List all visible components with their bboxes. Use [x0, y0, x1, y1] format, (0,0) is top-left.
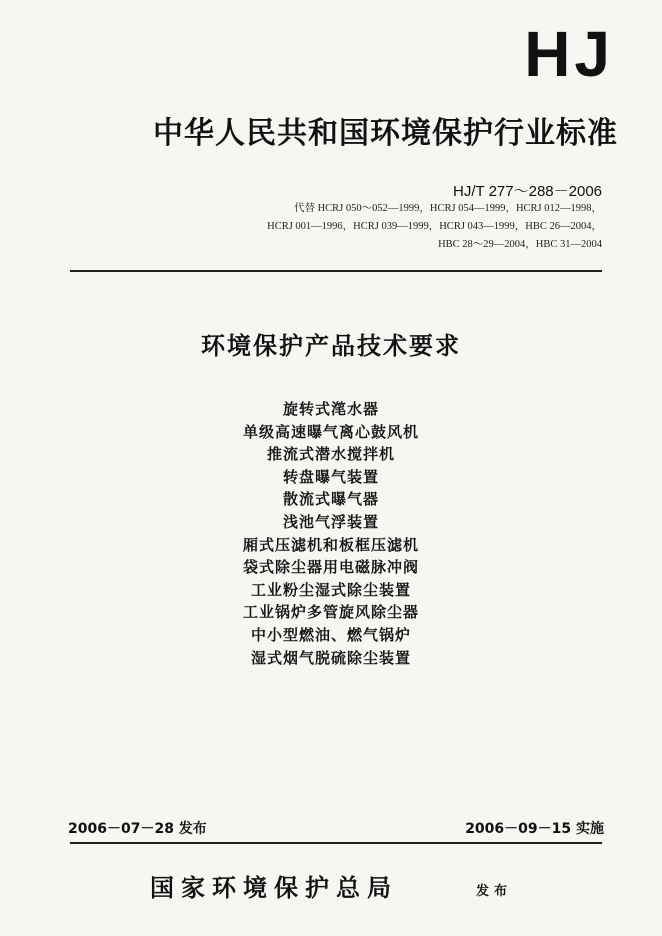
- product-item: 厢式压滤机和板框压滤机: [242, 535, 419, 554]
- product-item: 推流式潜水搅拌机: [266, 445, 395, 464]
- replaces-line: 代替 HCRJ 050～052—1999，HCRJ 054—1999，HCRJ 012—1998，: [293, 203, 602, 214]
- product-item: 单级高速曝气离心鼓风机: [242, 422, 419, 441]
- product-item: 旋转式滗水器: [282, 400, 379, 418]
- product-item: 中小型燃油、燃气锅炉: [250, 625, 411, 644]
- org-title: 中华人民共和国环境保护行业标准: [153, 116, 618, 151]
- standard-number: HJ/T 277～288－2006: [453, 183, 602, 200]
- hj-logo: HJ: [524, 18, 614, 90]
- product-item: 工业锅炉多管旋风除尘器: [242, 603, 419, 622]
- issuer-suffix: 发布: [476, 884, 513, 899]
- issue-date: 2006－07－28 发布: [68, 821, 207, 837]
- product-list: [0, 398, 662, 669]
- product-item: 工业粉尘湿式除尘装置: [250, 580, 411, 599]
- implementation-date: 2006－09－15 实施: [465, 821, 604, 837]
- product-item: 湿式烟气脱硫除尘装置: [250, 648, 411, 667]
- replaces-line: HCRJ 001—1996，HCRJ 039—1999，HCRJ 043—1999，HBC 26—2004，: [267, 221, 602, 232]
- product-item: 转盘曝气装置: [282, 467, 379, 486]
- bottom-divider: [70, 842, 602, 844]
- replaces-block: [267, 200, 602, 254]
- document-title: 环境保护产品技术要求: [201, 332, 461, 360]
- replaces-line: HBC 28～29—2004，HBC 31—2004: [438, 239, 602, 250]
- product-item: 散流式曝气器: [282, 490, 379, 509]
- issuer-name: 国家环境保护总局: [150, 873, 398, 902]
- product-item: 浅池气浮装置: [282, 512, 379, 531]
- product-item: 袋式除尘器用电磁脉冲阀: [242, 558, 419, 577]
- top-divider: [70, 270, 602, 272]
